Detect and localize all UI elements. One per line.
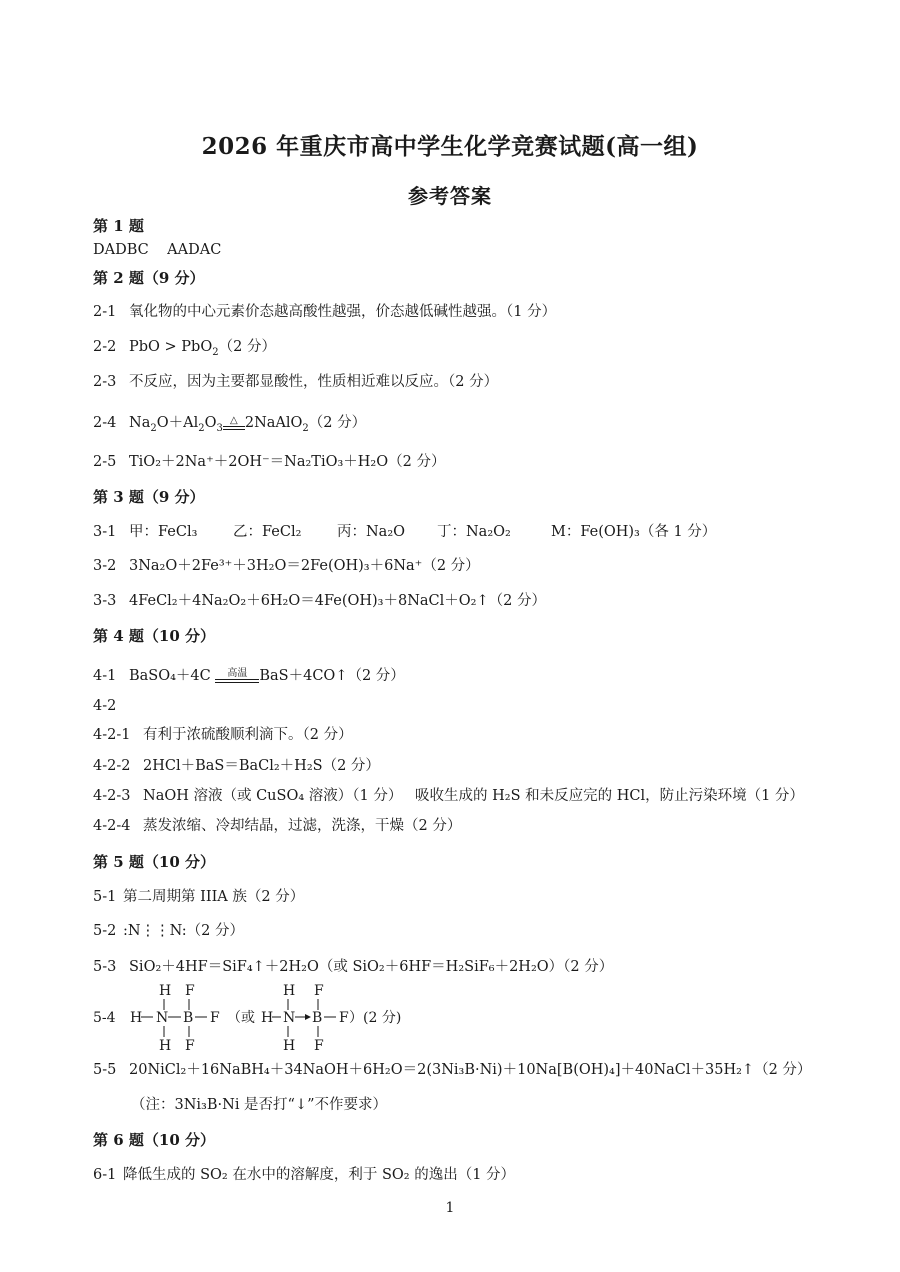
item-number: 5-2 [93, 923, 117, 939]
q3-1 [93, 522, 716, 542]
item-number: 5-4 [93, 1010, 116, 1026]
atom-f-right: F [210, 1010, 220, 1026]
item-number: 3-3 [93, 593, 117, 609]
q4-2: 4-2 [93, 698, 117, 714]
subscript: 2 [302, 422, 309, 434]
formula-part: O [204, 415, 217, 431]
formula-part: 2NaAlO [244, 415, 303, 431]
item-text: 蒸发浓缩、冷却结晶，过滤，洗涤，干燥（2 分） [143, 818, 462, 834]
answer-m: M：Fe(OH)₃（各 1 分） [551, 524, 717, 540]
q2-1 [93, 302, 556, 322]
item-number: 4-2-4 [93, 818, 131, 834]
item-number: 4-2-3 [93, 788, 131, 804]
item-text: 氧化物的中心元素价态越高酸性越强，价态越低碱性越强。（1 分） [129, 304, 557, 320]
q2-2 [93, 337, 276, 357]
answer-bing: 丙：Na₂O [337, 524, 406, 540]
formula-left: BaSO₄＋4C [129, 668, 216, 684]
atom-f-right-2: F [339, 1010, 349, 1026]
q5-note: （注：3Ni₃B·Ni 是否打“↓”不作要求） [131, 1097, 388, 1113]
document-subtitle: 参考答案 [408, 184, 492, 208]
answer-yi: 乙：FeCl₂ [233, 524, 302, 540]
document-title: 2026 年重庆市高中学生化学竞赛试题(高一组) [201, 133, 699, 160]
formula-right: BaS＋4CO↑（2 分） [259, 668, 405, 684]
item-number: 4-2-2 [93, 758, 131, 774]
q2-5 [93, 452, 445, 472]
item-text: 20NiCl₂＋16NaBH₄＋34NaOH＋6H₂O＝2(3Ni₃B·Ni)＋10Na[B(OH)₄]＋40NaCl＋35H₂↑（2 分） [129, 1062, 812, 1078]
q5-heading: 第 5 题（10 分） [93, 853, 215, 871]
item-number: 6-1 [93, 1167, 117, 1183]
item-number: 3-2 [93, 558, 117, 574]
q1-heading: 第 1 题 [93, 217, 144, 235]
q1-answers: DADBC AADAC [93, 242, 222, 258]
item-number: 2-3 [93, 374, 117, 390]
q5-3 [93, 957, 613, 977]
q4-2-4 [93, 816, 461, 836]
item-text: :N⋮⋮N:（2 分） [123, 923, 244, 939]
q4-1 [93, 666, 405, 686]
atom-h-bottom-2: H [283, 1038, 296, 1054]
q5-1 [93, 887, 304, 907]
atom-h-left: H [130, 1010, 143, 1026]
q5-2 [93, 921, 244, 941]
condition-text: 高温 [227, 668, 248, 679]
q2-heading: 第 2 题（9 分） [93, 269, 205, 287]
equals-bar [215, 679, 259, 683]
q3-3 [93, 591, 546, 611]
atom-b: B [183, 1010, 194, 1026]
q4-2-1 [93, 725, 353, 745]
item-number: 2-5 [93, 454, 117, 470]
item-text: NaOH 溶液（或 CuSO₄ 溶液）（1 分） [143, 788, 403, 804]
subscript: 2 [212, 346, 219, 358]
page-number: 1 [445, 1200, 455, 1216]
subscript: 3 [216, 422, 223, 434]
dative-arrow-head [305, 1014, 311, 1020]
item-text: 3Na₂O＋2Fe³⁺＋3H₂O＝2Fe(OH)₃＋6Na⁺（2 分） [129, 558, 480, 574]
item-number: 4-1 [93, 668, 117, 684]
item-number: 3-1 [93, 524, 117, 540]
atom-f-bottom: F [185, 1038, 195, 1054]
lewis-structure-svg [93, 982, 433, 1062]
item-number: 4-2-1 [93, 727, 131, 743]
item-text: 第二周期第 IIIA 族（2 分） [123, 889, 305, 905]
item-text: PbO > PbO [129, 339, 213, 355]
q6-heading: 第 6 题（10 分） [93, 1131, 215, 1149]
subscript: 2 [198, 422, 205, 434]
q4-2-3 [93, 786, 804, 806]
item-number: 2-1 [93, 304, 117, 320]
alt-prefix: （或 [227, 1010, 255, 1026]
subscript: 2 [150, 422, 157, 434]
q4-2-2 [93, 756, 380, 776]
q2-4 [93, 413, 366, 433]
high-temp-condition [215, 669, 259, 683]
score-suffix: ）(2 分) [349, 1010, 402, 1026]
item-number: 2-4 [93, 415, 117, 431]
item-text: 2HCl＋BaS＝BaCl₂＋H₂S（2 分） [143, 758, 380, 774]
formula-part: O＋Al [156, 415, 199, 431]
heat-triangle: △ [230, 415, 238, 426]
atom-h-bottom: H [159, 1038, 172, 1054]
atom-h-top-2: H [283, 983, 296, 999]
item-number: 5-1 [93, 889, 117, 905]
item-number: 2-2 [93, 339, 117, 355]
q6-1 [93, 1165, 515, 1185]
q5-5 [93, 1060, 811, 1080]
equals-bar [223, 426, 245, 430]
heat-condition-sign [223, 416, 245, 430]
item-text: 不反应，因为主要都显酸性，性质相近难以反应。（2 分） [129, 374, 499, 390]
atom-f-bottom-2: F [314, 1038, 324, 1054]
item-number: 5-3 [93, 959, 117, 975]
item-text: 降低生成的 SO₂ 在水中的溶解度，利于 SO₂ 的逸出（1 分） [123, 1167, 516, 1183]
atom-b-2: B [312, 1010, 323, 1026]
answer-ding: 丁：Na₂O₂ [437, 524, 511, 540]
q5-4-structure [93, 982, 433, 1062]
atom-h-left-2: H [261, 1010, 274, 1026]
atom-h-top: H [159, 983, 172, 999]
item-text: SiO₂＋4HF＝SiF₄↑＋2H₂O（或 SiO₂＋6HF＝H₂SiF₆＋2H₂O）（2 分） [129, 959, 614, 975]
atom-n-2: N [283, 1010, 296, 1026]
item-number: 5-5 [93, 1062, 117, 1078]
item-score: （2 分） [308, 415, 367, 431]
item-text: 4FeCl₂＋4Na₂O₂＋6H₂O＝4Fe(OH)₃＋8NaCl＋O₂↑（2 分） [129, 593, 546, 609]
q3-heading: 第 3 题（9 分） [93, 488, 205, 506]
item-text: TiO₂＋2Na⁺＋2OH⁻＝Na₂TiO₃＋H₂O（2 分） [129, 454, 446, 470]
atom-f-top-2: F [314, 983, 324, 999]
item-text-2: 吸收生成的 H₂S 和未反应完的 HCl，防止污染环境（1 分） [415, 788, 804, 804]
q2-3 [93, 372, 498, 392]
formula-part: Na [129, 415, 151, 431]
item-score: （2 分） [218, 339, 276, 355]
q3-2 [93, 556, 480, 576]
answer-jia: 甲：FeCl₃ [129, 524, 198, 540]
q4-heading: 第 4 题（10 分） [93, 627, 215, 645]
atom-n: N [156, 1010, 169, 1026]
atom-f-top: F [185, 983, 195, 999]
item-text: 有利于浓硫酸顺利滴下。（2 分） [143, 727, 353, 743]
